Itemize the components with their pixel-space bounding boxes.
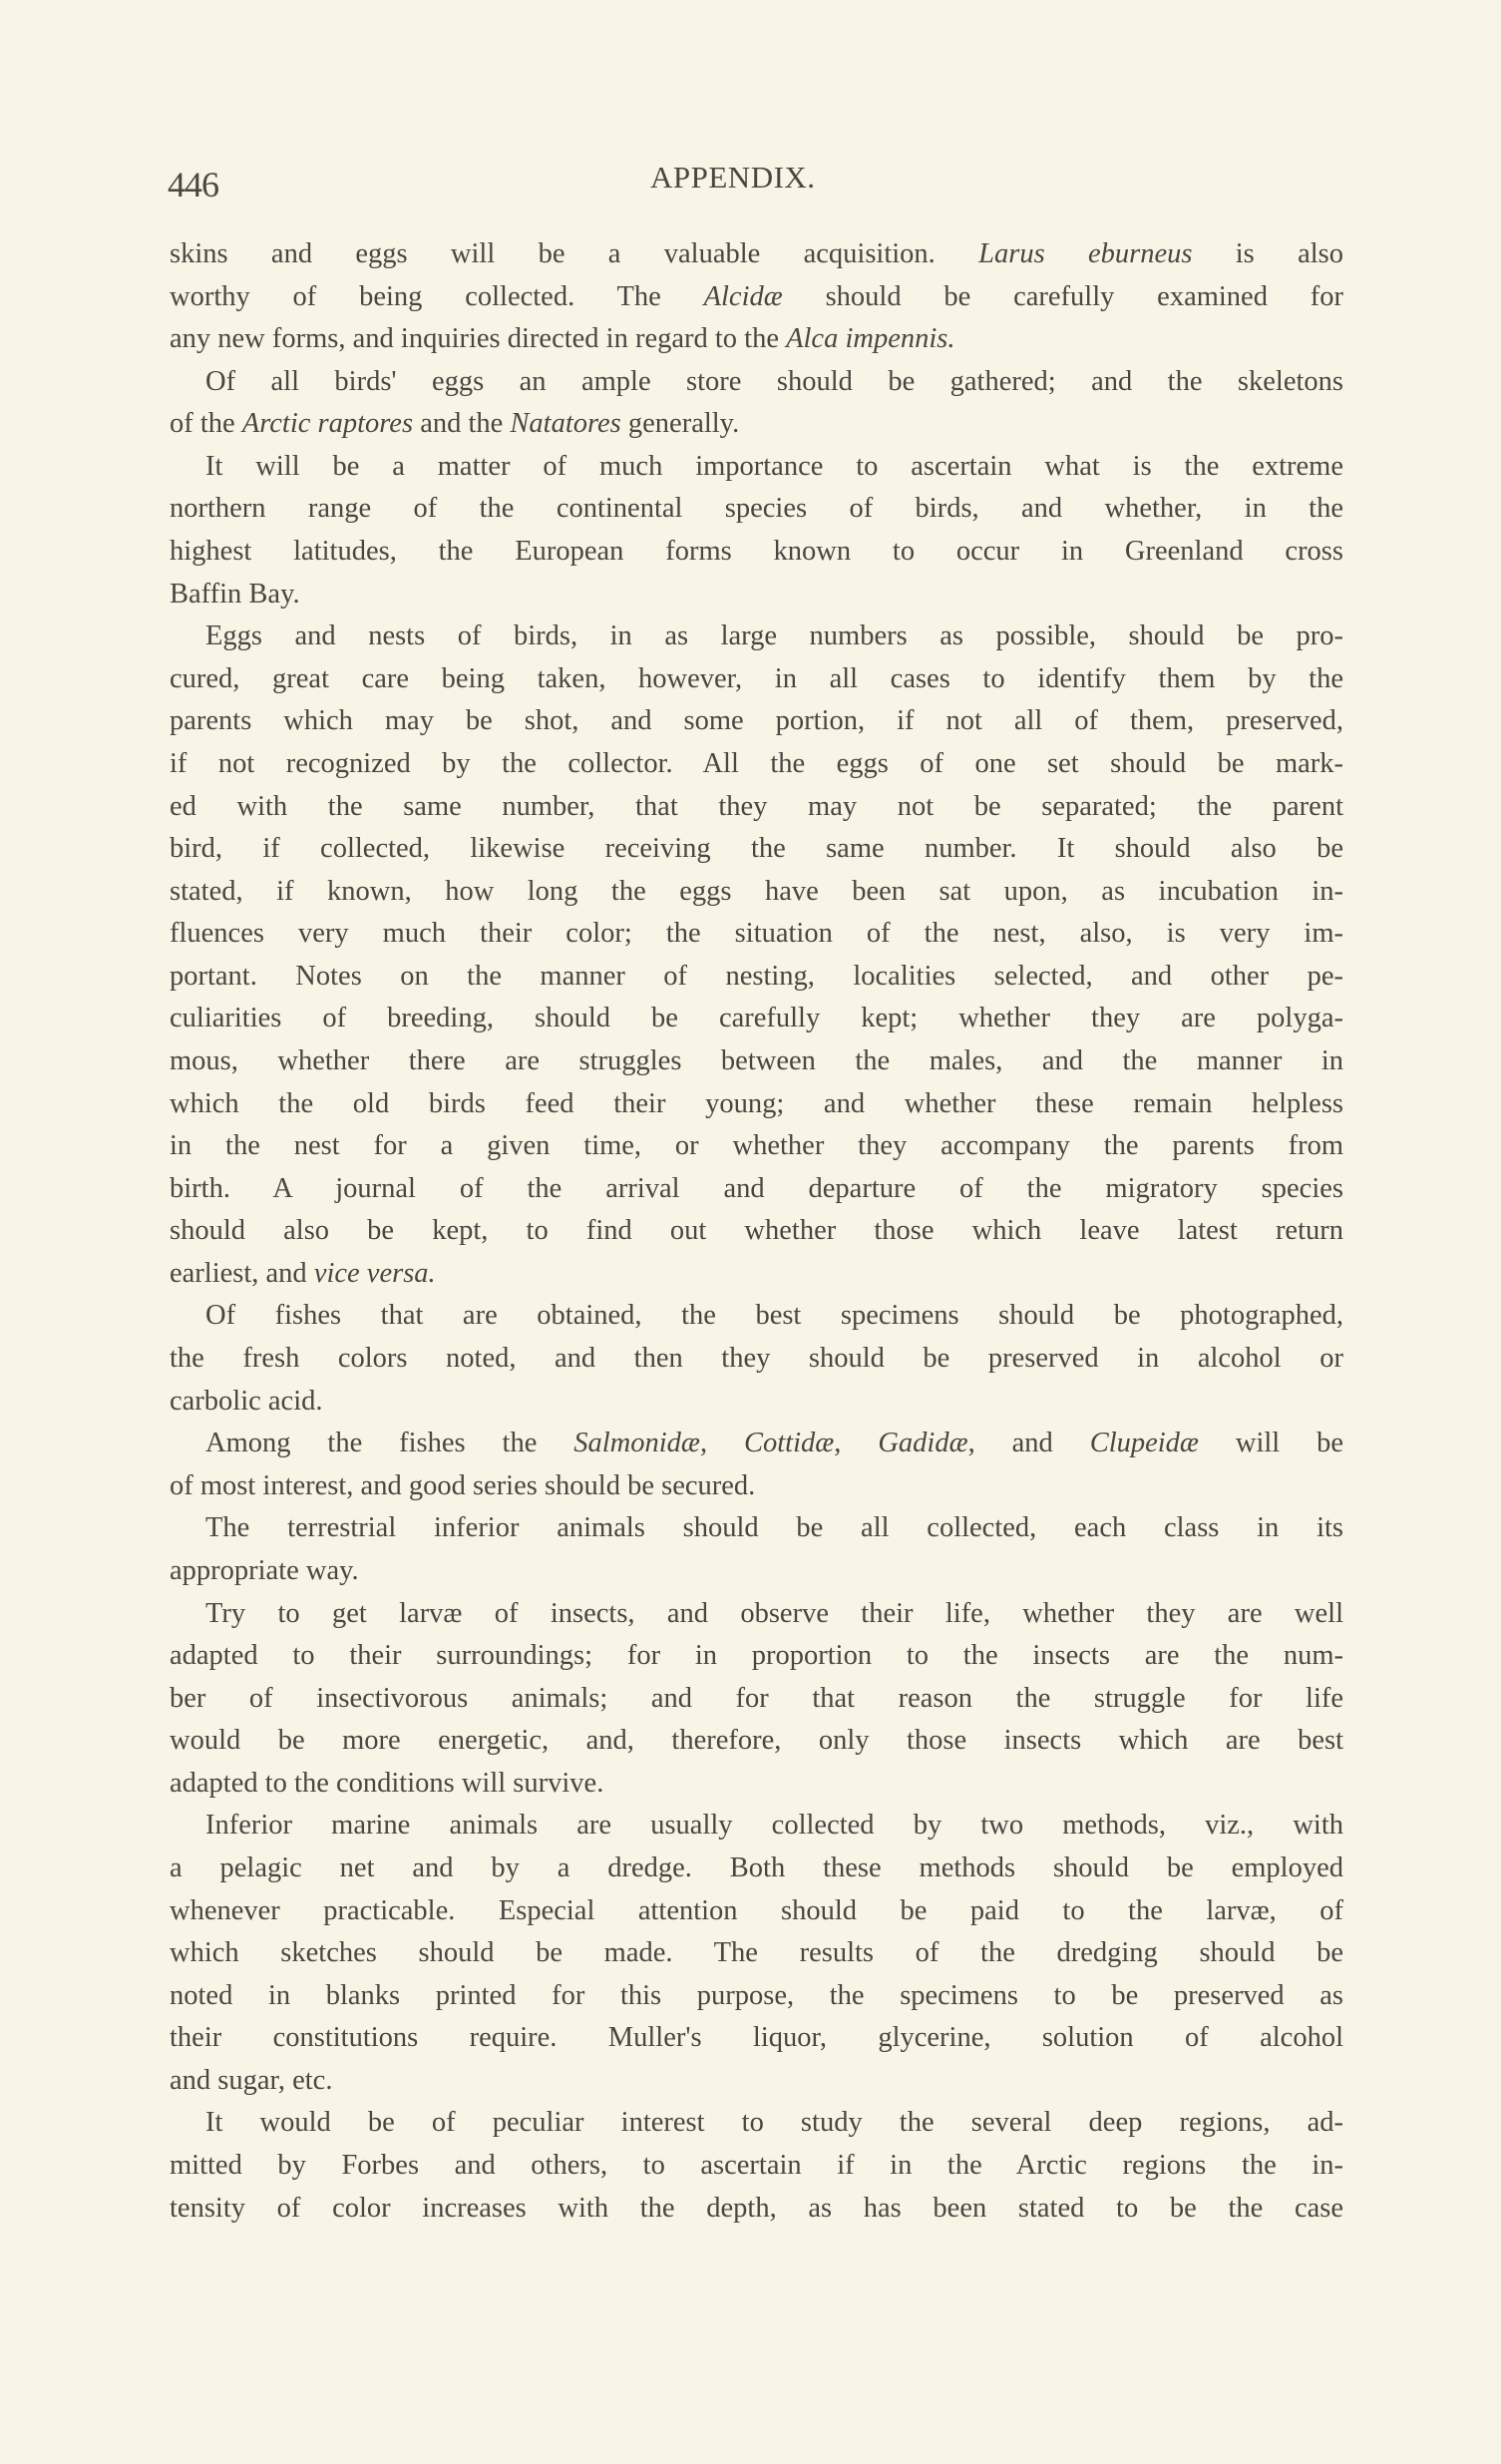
paragraph	[170, 1593, 1343, 1806]
paragraph	[170, 2102, 1343, 2230]
running-title: APPENDIX.	[650, 160, 816, 195]
text-segment: , and	[967, 1428, 1090, 1459]
text-segment: Of all birds' eggs an ample store should be gathered; and the skeletons	[205, 365, 1343, 397]
text-line	[170, 1635, 1343, 1678]
text-segment: highest latitudes, the European forms known to occur in Greenland cross	[170, 536, 1343, 568]
text-segment: of most interest, and good series should be secured.	[170, 1469, 756, 1501]
text-line	[170, 488, 1343, 531]
italic-term: Clupeidæ	[1089, 1428, 1199, 1459]
text-segment: which sketches should be made. The results of the dredging should be	[170, 1937, 1343, 1969]
text-line	[170, 1423, 1343, 1465]
text-line	[170, 1338, 1343, 1381]
text-segment: tensity of color increases with the depth, as has been stated to be the case	[170, 2192, 1343, 2224]
text-line	[170, 1550, 1343, 1593]
text-segment: It will be a matter of much importance to ascertain what is the extreme	[205, 450, 1343, 482]
text-segment: and the	[413, 408, 511, 440]
text-segment: mous, whether there are struggles between the males, and the manner in	[170, 1044, 1343, 1076]
text-line	[170, 1890, 1343, 1933]
text-line	[170, 616, 1343, 658]
italic-term: Cottidæ	[744, 1428, 835, 1459]
text-segment: if not recognized by the collector. All the eggs of one set should be mark-	[170, 747, 1343, 779]
italic-term: Gadidæ	[878, 1428, 968, 1459]
text-segment: Baffin Bay.	[170, 578, 300, 610]
text-line	[170, 1083, 1343, 1126]
text-segment: is also	[1192, 238, 1343, 269]
text-line	[170, 1848, 1343, 1890]
paragraph	[170, 1507, 1343, 1592]
paragraph	[170, 1423, 1343, 1507]
text-segment: ber of insectivorous animals; and for that reason the struggle for life	[170, 1682, 1343, 1714]
text-line	[170, 1125, 1343, 1168]
text-line	[170, 1805, 1343, 1848]
text-segment: will be	[1198, 1428, 1344, 1459]
text-line	[170, 1253, 1343, 1296]
text-segment: fluences very much their color; the situation of the nest, also, is very im-	[170, 918, 1343, 950]
text-line	[170, 956, 1343, 999]
text-segment: portant. Notes on the manner of nesting, localities selected, and other pe-	[170, 960, 1343, 992]
text-line	[170, 1975, 1343, 2018]
text-segment: culiarities of breeding, should be carefully kept; whether they are polyga-	[170, 1003, 1343, 1034]
text-line	[170, 1295, 1343, 1338]
text-line	[170, 2188, 1343, 2231]
text-line	[170, 574, 1343, 616]
paragraph	[170, 1805, 1343, 2102]
text-line	[170, 446, 1343, 489]
text-line	[170, 913, 1343, 956]
text-segment: appropriate way.	[170, 1554, 359, 1586]
text-line	[170, 2017, 1343, 2060]
text-line	[170, 786, 1343, 829]
paragraph	[170, 233, 1343, 361]
text-segment: stated, if known, how long the eggs have been sat upon, as incubation in-	[170, 875, 1343, 907]
text-line	[170, 743, 1343, 786]
text-segment: and sugar, etc.	[170, 2064, 333, 2096]
text-line	[170, 1168, 1343, 1211]
text-segment: whenever practicable. Especial attention should be paid to the larvæ, of	[170, 1894, 1343, 1926]
text-segment: Try to get larvæ of insects, and observe their life, whether they are well	[205, 1597, 1343, 1629]
text-line	[170, 531, 1343, 574]
text-line	[170, 2145, 1343, 2188]
text-segment: a pelagic net and by a dredge. Both these methods should be employed	[170, 1851, 1343, 1883]
text-segment: adapted to their surroundings; for in proportion to the insects are the num-	[170, 1640, 1343, 1672]
italic-term: Natatores	[510, 408, 621, 440]
text-line	[170, 1465, 1343, 1508]
text-segment: mitted by Forbes and others, to ascertain if in the Arctic regions the in-	[170, 2150, 1343, 2182]
text-segment: Eggs and nests of birds, in as large numbers as possible, should be pro-	[205, 620, 1343, 652]
text-segment: northern range of the continental species of birds, and whether, in the	[170, 493, 1343, 525]
text-line	[170, 1040, 1343, 1083]
text-line	[170, 828, 1343, 871]
text-line	[170, 658, 1343, 701]
body-text	[170, 233, 1343, 2230]
text-segment: ,	[834, 1428, 879, 1459]
text-line	[170, 1381, 1343, 1424]
italic-term: Salmonidæ	[573, 1428, 700, 1459]
page-number: 446	[168, 165, 218, 205]
text-segment: ed with the same number, that they may not be separated; the parent	[170, 790, 1343, 822]
italic-term: Alcidæ	[703, 280, 783, 312]
text-segment: generally.	[620, 408, 740, 440]
text-segment: should be carefully examined for	[782, 280, 1343, 312]
text-line	[170, 1593, 1343, 1636]
text-segment: It would be of peculiar interest to study the several deep regions, ad-	[205, 2107, 1343, 2139]
text-line	[170, 276, 1343, 319]
text-segment: Among the fishes the	[205, 1428, 574, 1459]
text-segment: ,	[699, 1428, 744, 1459]
text-segment: the fresh colors noted, and then they should be preserved in alcohol or	[170, 1343, 1343, 1375]
text-segment: which the old birds feed their young; and whether these remain helpless	[170, 1087, 1343, 1119]
text-segment: bird, if collected, likewise receiving the same number. It should also be	[170, 833, 1343, 865]
text-segment: birth. A journal of the arrival and departure of the migratory species	[170, 1172, 1343, 1204]
text-segment: adapted to the conditions will survive.	[170, 1767, 604, 1799]
text-segment: Of fishes that are obtained, the best specimens should be photographed,	[205, 1300, 1343, 1332]
paragraph	[170, 446, 1343, 616]
text-segment: The terrestrial inferior animals should be all collected, each class in its	[205, 1512, 1343, 1544]
text-line	[170, 403, 1343, 446]
text-line	[170, 700, 1343, 743]
text-segment: should also be kept, to find out whether those which leave latest return	[170, 1215, 1343, 1247]
text-segment: noted in blanks printed for this purpose, the specimens to be preserved as	[170, 1979, 1343, 2011]
text-segment: cured, great care being taken, however, in all cases to identify them by the	[170, 662, 1343, 694]
text-segment: would be more energetic, and, therefore, only those insects which are best	[170, 1725, 1343, 1757]
text-segment: in the nest for a given time, or whether they accompany the parents from	[170, 1130, 1343, 1162]
text-line	[170, 1932, 1343, 1975]
text-line	[170, 1763, 1343, 1806]
text-segment: of the	[170, 408, 242, 440]
paragraph	[170, 361, 1343, 446]
text-segment: any new forms, and inquiries directed in regard to the	[170, 323, 787, 355]
text-segment: skins and eggs will be a valuable acquisition.	[170, 238, 979, 269]
italic-term: Arctic raptores	[241, 408, 414, 440]
text-line	[170, 1720, 1343, 1763]
paragraph	[170, 1295, 1343, 1423]
text-line	[170, 361, 1343, 404]
text-line	[170, 1210, 1343, 1253]
italic-term: vice versa.	[313, 1257, 436, 1289]
text-line	[170, 2060, 1343, 2103]
text-segment: earliest, and	[170, 1257, 314, 1289]
text-segment: worthy of being collected. The	[170, 280, 704, 312]
text-line	[170, 998, 1343, 1040]
text-line	[170, 2102, 1343, 2145]
text-line	[170, 1678, 1343, 1721]
text-line	[170, 1507, 1343, 1550]
text-segment: their constitutions require. Muller's liquor, glycerine, solution of alcohol	[170, 2022, 1343, 2054]
text-line	[170, 233, 1343, 276]
paragraph	[170, 616, 1343, 1295]
text-segment: parents which may be shot, and some portion, if not all of them, preserved,	[170, 705, 1343, 737]
italic-term: Larus eburneus	[978, 238, 1193, 269]
text-segment: carbolic acid.	[170, 1385, 323, 1417]
text-segment: Inferior marine animals are usually collected by two methods, viz., with	[205, 1810, 1343, 1842]
italic-term: Alca impennis.	[786, 323, 955, 355]
text-line	[170, 318, 1343, 361]
text-line	[170, 871, 1343, 914]
